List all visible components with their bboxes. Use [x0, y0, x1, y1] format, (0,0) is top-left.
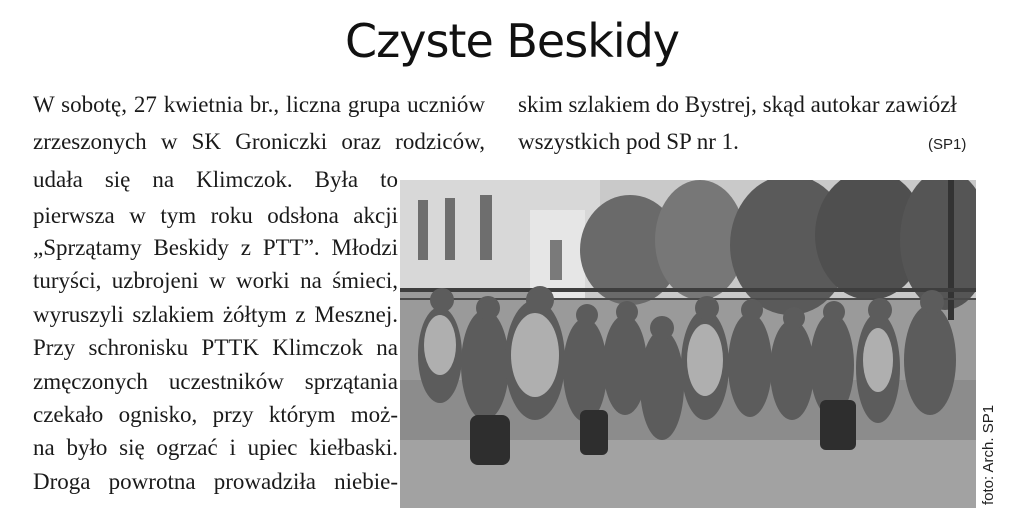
article-line: turyści, uzbrojeni w worki na śmieci,: [33, 268, 398, 293]
article-line: wszystkich pod SP nr 1.: [518, 129, 739, 154]
photo-credit: foto: Arch. SP1: [980, 404, 997, 505]
article-line: zrzeszonych w SK Groniczki oraz rodziców,: [33, 129, 485, 154]
article-line: Przy schronisku PTTK Klimczok na: [33, 335, 398, 360]
article-line: Droga powrotna prowadziła niebie-: [33, 469, 398, 494]
article-line: W sobotę, 27 kwietnia br., liczna grupa uczniów: [33, 92, 485, 117]
article-line: pierwsza w tym roku odsłona akcji: [33, 203, 398, 228]
group-photo: [400, 180, 976, 508]
article-signature: (SP1): [928, 136, 967, 153]
article-line: wyruszyli szlakiem żółtym z Mesznej.: [33, 302, 398, 327]
article-line: „Sprzątamy Beskidy z PTT”. Młodzi: [33, 235, 398, 260]
group-photo-illustration: [400, 180, 976, 508]
article-title: Czyste Beskidy: [344, 14, 680, 68]
article-line: skim szlakiem do Bystrej, skąd autokar zawiózł: [518, 92, 957, 117]
article-line: czekało ognisko, przy którym moż-: [33, 402, 398, 427]
article-line: na było się ogrzać i upiec kiełbaski.: [33, 435, 398, 460]
article-line: zmęczonych uczestników sprzątania: [33, 369, 398, 394]
article-line: udała się na Klimczok. Była to: [33, 167, 398, 192]
